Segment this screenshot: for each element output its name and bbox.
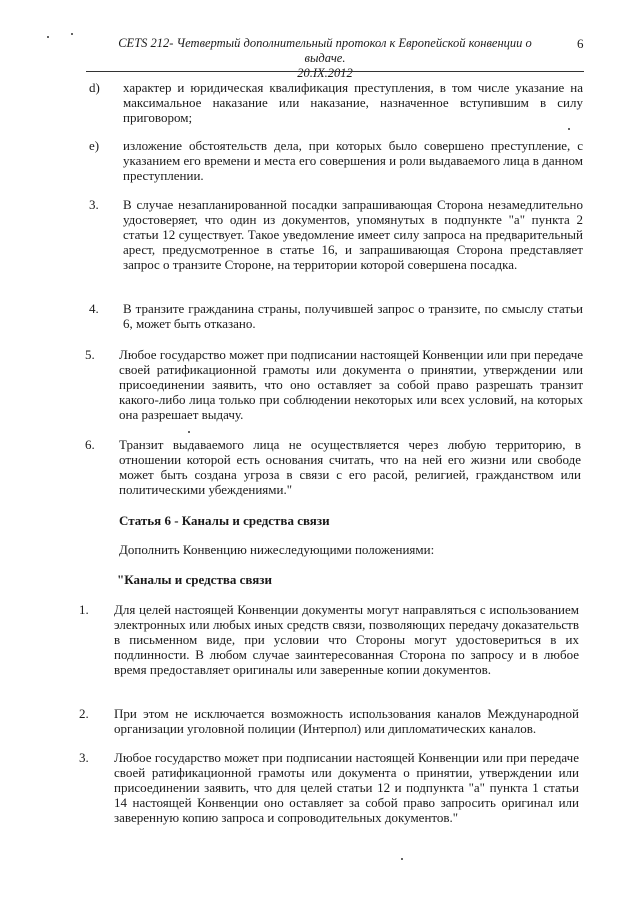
article-heading: Статья 6 - Каналы и средства связи [119, 513, 330, 528]
clause-text: В случае незапланированной посадки запрашивающая Сторона незамедлительно удостоверяет, что один из документов, упомянутых в подпункте "а" пункта 2 статьи 12 существует. Такое уведомление имеет силу запроса на предварительный арест, предусмотренное в статье 16, и запрашивающая Сторона представляет запрос о транзите Стороне, на территории которой совершена посадка. [123, 197, 583, 272]
clause-label: 6. [85, 437, 95, 452]
clause-label: 2. [79, 706, 89, 721]
header-date: 20.IX.2012 [297, 66, 353, 80]
scan-speck [47, 36, 49, 38]
clause-text: В транзите гражданина страны, получившей запрос о транзите, по смыслу статьи 6, может быть отказано. [123, 301, 583, 331]
clause-text: При этом не исключается возможность использования каналов Международной организации уголовной полиции (Интерпол) или дипломатических каналов. [114, 706, 579, 736]
scan-speck [401, 858, 403, 860]
clause-label: 4. [89, 301, 99, 316]
running-header [100, 36, 550, 81]
header-rule [86, 71, 584, 72]
clause-text: характер и юридическая квалификация преступления, в том числе указание на максимальное наказание или наказание, назначенное вступившим в силу приговором; [123, 80, 583, 125]
quoted-heading: "Каналы и средства связи [117, 572, 272, 587]
clause-text: Любое государство может при подписании настоящей Конвенции или при передаче своей ратификационной грамоты или документа о принятии, утверждении или присоединении заявить, что для целей статьи 12 и подпункта "а" пункта 1 статьи 14 настоящей Конвенции оно оставляет за собой право запросить оригинал или заверенную копию запроса и сопроводительных документов." [114, 750, 579, 825]
clause-text: изложение обстоятельств дела, при которых было совершено преступление, с указанием его времени и места его совершения и роли выдаваемого лица в данном преступлении. [123, 138, 583, 183]
page-number: 6 [577, 36, 584, 51]
clause-label: 5. [85, 347, 95, 362]
clause-label: 3. [79, 750, 89, 765]
scan-speck [568, 128, 570, 130]
clause-text: Транзит выдаваемого лица не осуществляется через любую территорию, в отношении которой есть основания считать, что на ней его жизни или свободе может быть создана угроза в связи с его расой, религией, гражданством или политическими убеждениями." [119, 437, 581, 497]
clause-label: e) [89, 138, 100, 153]
clause-label: 1. [79, 602, 89, 617]
scan-speck [188, 431, 190, 433]
clause-label: 3. [89, 197, 99, 212]
clause-label: d) [89, 80, 100, 95]
scan-speck [71, 33, 73, 35]
header-title: CETS 212- Четвертый дополнительный протокол к Европейской конвенции о выдаче. [118, 36, 532, 65]
clause-text: Любое государство может при подписании настоящей Конвенции или при передаче своей ратификационной грамоты или документа о принятии, утверждении или присоединении заявить, что оно оставляет за собой право разрешать транзит какого-либо лица только при соблюдении некоторых или всех условий, на которых она разрешает выдачу. [119, 347, 584, 422]
clause-text: Для целей настоящей Конвенции документы могут направляться с использованием электронных или любых иных средств связи, позволяющих передачу доказательств в письменном виде, при условии что Стороны могут удостовериться в их подлинности. В любом случае заинтересованная Сторона по запросу и в любое время предоставляет оригиналы или заверенные копии документов. [114, 602, 579, 677]
article-intro: Дополнить Конвенцию нижеследующими положениями: [119, 542, 435, 557]
